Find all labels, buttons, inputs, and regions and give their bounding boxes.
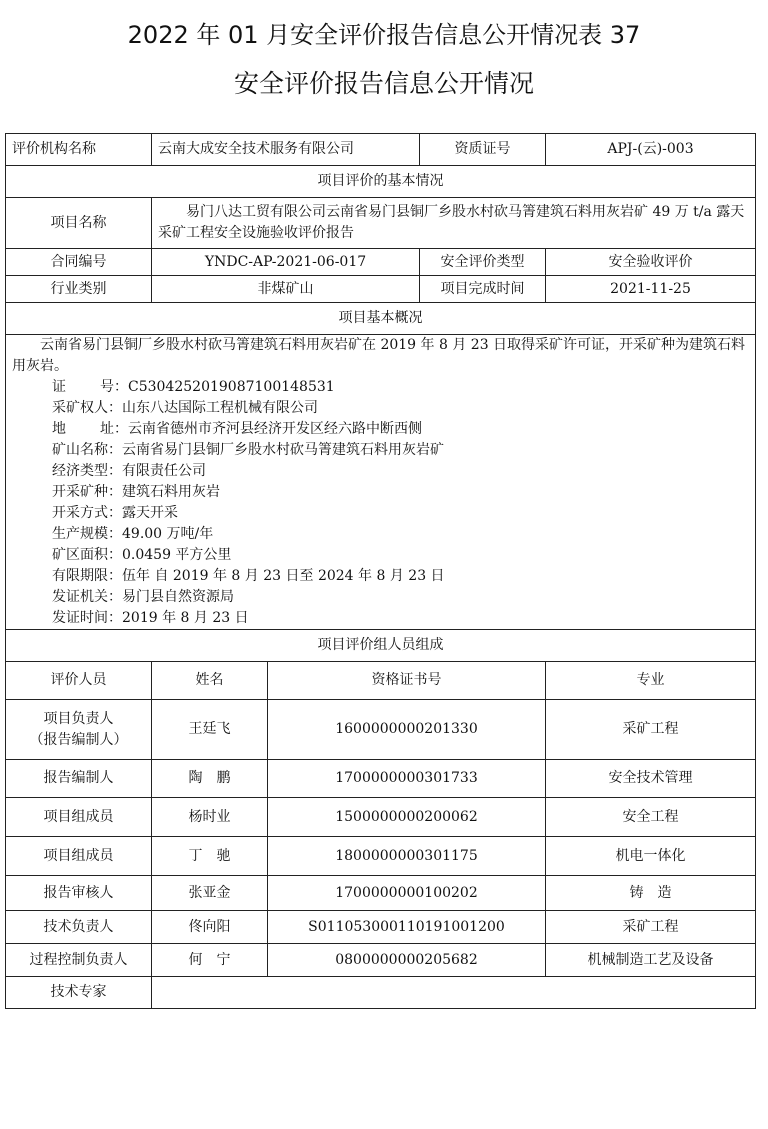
team-cert: 1700000000301733 [268, 760, 546, 798]
team-name: 王廷飞 [152, 700, 268, 760]
org-label: 评价机构名称 [6, 134, 152, 166]
team-major: 安全工程 [546, 798, 756, 837]
overview-item-scale: 生产规模：49.00 万吨/年 [52, 526, 214, 542]
cert-label: 资质证号 [420, 134, 546, 166]
overview-item-issue-date: 发证时间：2019 年 8 月 23 日 [52, 610, 249, 626]
overview-item-mineral: 开采矿种：建筑石料用灰岩 [52, 484, 220, 500]
team-header-row [6, 662, 756, 700]
done-time-value: 2021-11-25 [546, 276, 756, 303]
team-cert: 1700000000100202 [268, 876, 546, 911]
team-role: 报告编制人 [6, 760, 152, 798]
team-role: 过程控制负责人 [6, 944, 152, 977]
disclosure-table [5, 133, 756, 1009]
team-role: 项目负责人 （报告编制人） [6, 700, 152, 760]
contract-label: 合同编号 [6, 249, 152, 276]
team-major: 机电一体化 [546, 837, 756, 876]
industry-value: 非煤矿山 [152, 276, 420, 303]
contract-value: YNDC-AP-2021-06-017 [152, 249, 420, 276]
report-subtitle: 安全评价报告信息公开情况 [233, 69, 534, 98]
team-cert: 0800000000205682 [268, 944, 546, 977]
table-row [6, 876, 756, 911]
project-name-label: 项目名称 [6, 198, 152, 249]
overview-row [6, 335, 756, 630]
team-expert-empty [152, 977, 756, 1009]
team-major: 铸 造 [546, 876, 756, 911]
overview-item-mine-name: 矿山名称：云南省易门县铜厂乡股水村砍马箐建筑石料用灰岩矿 [52, 442, 444, 458]
team-role: 报告审核人 [6, 876, 152, 911]
project-name-row [6, 198, 756, 249]
team-header-role: 评价人员 [6, 662, 152, 700]
team-name: 杨时业 [152, 798, 268, 837]
overview-body [6, 335, 756, 630]
team-major: 采矿工程 [546, 911, 756, 944]
table-row [6, 798, 756, 837]
overview-item-authority: 发证机关：易门县自然资源局 [52, 589, 234, 605]
team-name: 张亚金 [152, 876, 268, 911]
overview-item-address: 地 址：云南省德州市齐河县经济开发区经六路中断西侧 [52, 421, 422, 437]
overview-item-cert: 证 号：C5304252019087100148531 [52, 379, 335, 395]
industry-label: 行业类别 [6, 276, 152, 303]
team-name: 何 宁 [152, 944, 268, 977]
team-role: 技术专家 [6, 977, 152, 1009]
table-row [6, 977, 756, 1009]
team-section-title: 项目评价组人员组成 [6, 630, 756, 662]
org-row [6, 134, 756, 166]
table-row [6, 760, 756, 798]
overview-item-area: 矿区面积：0.0459 平方公里 [52, 547, 232, 563]
contract-row [6, 249, 756, 276]
team-name: 佟向阳 [152, 911, 268, 944]
team-section-row [6, 630, 756, 662]
overview-section-title: 项目基本概况 [6, 303, 756, 335]
team-cert: 1600000000201330 [268, 700, 546, 760]
team-major: 安全技术管理 [546, 760, 756, 798]
team-role: 项目组成员 [6, 798, 152, 837]
project-name-value: 易门八达工贸有限公司云南省易门县铜厂乡股水村砍马箐建筑石料用灰岩矿 49 万 t/a 露天采矿工程安全设施验收评价报告 [152, 198, 756, 249]
eval-type-label: 安全评价类型 [420, 249, 546, 276]
team-cert: 1800000000301175 [268, 837, 546, 876]
industry-row [6, 276, 756, 303]
report-title: 2022 年 01 月安全评价报告信息公开情况表 37 [127, 21, 641, 49]
team-role: 项目组成员 [6, 837, 152, 876]
overview-item-econ-type: 经济类型：有限责任公司 [52, 463, 206, 479]
table-row [6, 700, 756, 760]
team-cert: S011053000110191001200 [268, 911, 546, 944]
overview-item-owner: 采矿权人：山东八达国际工程机械有限公司 [52, 400, 318, 416]
basic-section-title: 项目评价的基本情况 [6, 166, 756, 198]
team-cert: 1500000000200062 [268, 798, 546, 837]
org-value: 云南大成安全技术服务有限公司 [152, 134, 420, 166]
overview-intro: 云南省易门县铜厂乡股水村砍马箐建筑石料用灰岩矿在 2019 年 8 月 23 日取得采矿许可证，开采矿种为建筑石料用灰岩。 [12, 337, 746, 374]
team-name: 丁 驰 [152, 837, 268, 876]
table-row [6, 911, 756, 944]
team-name: 陶 鹏 [152, 760, 268, 798]
cert-value: APJ-(云)-003 [546, 134, 756, 166]
team-role: 技术负责人 [6, 911, 152, 944]
overview-section-row [6, 303, 756, 335]
basic-section-row [6, 166, 756, 198]
overview-item-validity: 有限期限：伍年 自 2019 年 8 月 23 日至 2024 年 8 月 23 日 [52, 568, 445, 584]
team-major: 机械制造工艺及设备 [546, 944, 756, 977]
team-major: 采矿工程 [546, 700, 756, 760]
overview-item-method: 开采方式：露天开采 [52, 505, 178, 521]
table-row [6, 944, 756, 977]
done-time-label: 项目完成时间 [420, 276, 546, 303]
table-row [6, 837, 756, 876]
eval-type-value: 安全验收评价 [546, 249, 756, 276]
team-header-major: 专业 [546, 662, 756, 700]
team-header-cert: 资格证书号 [268, 662, 546, 700]
team-header-name: 姓名 [152, 662, 268, 700]
